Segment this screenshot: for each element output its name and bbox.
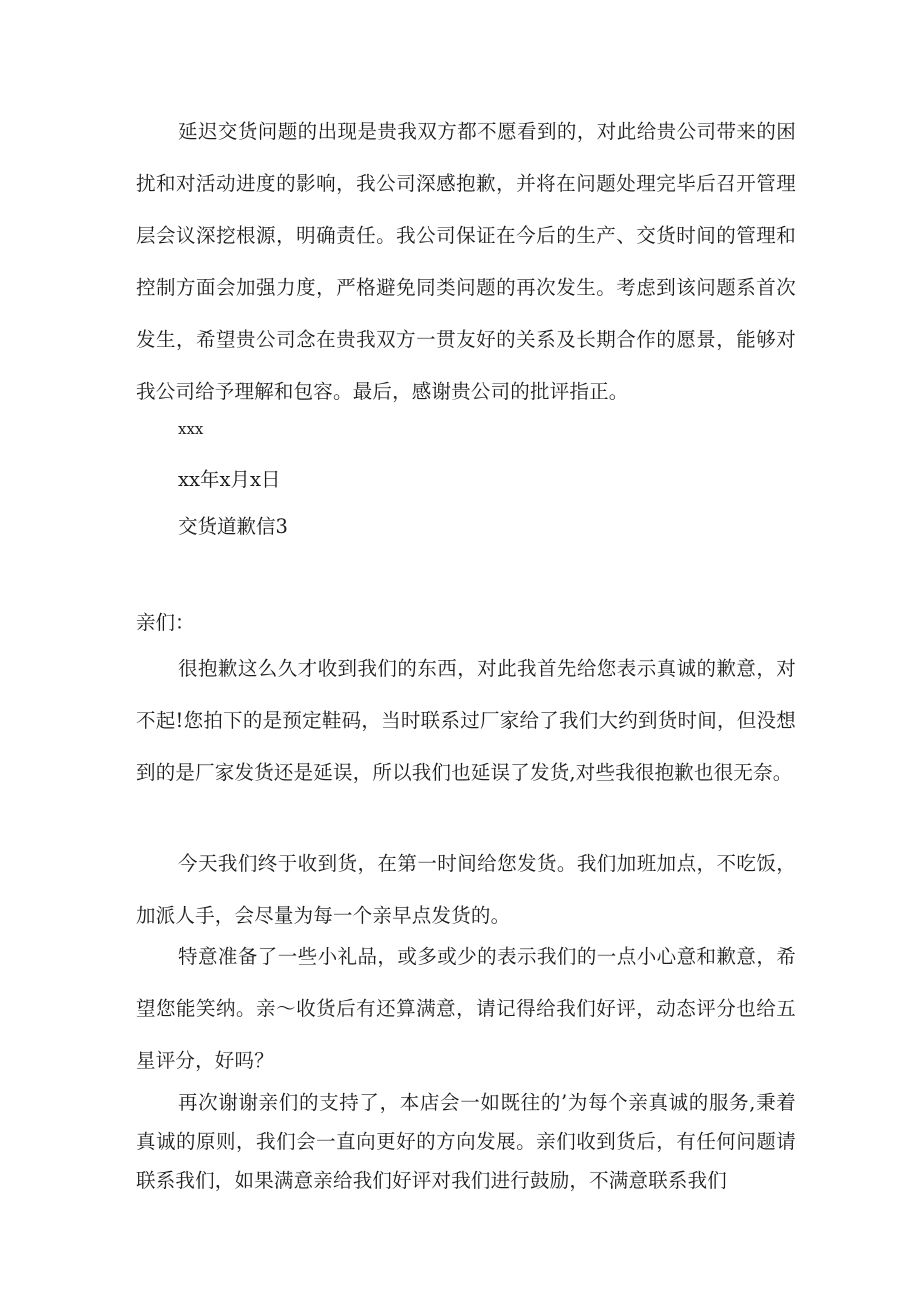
letter2-signature: xxx xyxy=(178,420,204,438)
letter3-paragraph-3: 特意准备了一些小礼品，或多或少的表示我们的一点小心意和歉意，希望您能笑纳。亲～收货后有还算满意，请记得给我们好评，动态评分也给五星评分，好吗？ xyxy=(136,945,796,1072)
letter3-title: 交货道歉信3 xyxy=(178,515,288,538)
letter3-salutation: 亲们： xyxy=(136,611,195,634)
letter2-body: 延迟交货问题的出现是贵我双方都不愿看到的，对此给贵公司带来的困扰和对活动进度的影响，我公司深感抱歉，并将在问题处理完毕后召开管理层会议深挖根源，明确责任。我公司保证在今后的生产、交货时间的管理和控制方面会加强力度，严格避免同类问题的再次发生。考虑到该问题系首次发生，希望贵公司念在贵我双方一贯友好的关系及长期合作的愿景，能够对我公司给予理解和包容。最后，感谢贵公司的批评指正。 xyxy=(136,120,796,403)
letter2-date: xx年x月x日 xyxy=(178,468,281,491)
letter3-paragraph-4: 再次谢谢亲们的支持了，本店会一如既往的’为每个亲真诚的服务,秉着真诚的原则，我们会一直向更好的方向发展。亲们收到货后，有任何问题请联系我们，如果满意亲给我们好评对我们进行鼓励，不满意联系我们 xyxy=(136,1091,796,1192)
letter3-paragraph-1: 很抱歉这么久才收到我们的东西，对此我首先给您表示真诚的歉意，对不起!您拍下的是预定鞋码，当时联系过厂家给了我们大约到货时间，但没想到的是厂家发货还是延误，所以我们也延误了发货,对些我很抱歉也很无奈。 xyxy=(136,657,796,784)
letter3-paragraph-2: 今天我们终于收到货，在第一时间给您发货。我们加班加点，不吃饭，加派人手，会尽量为每一个亲早点发货的。 xyxy=(136,852,796,927)
